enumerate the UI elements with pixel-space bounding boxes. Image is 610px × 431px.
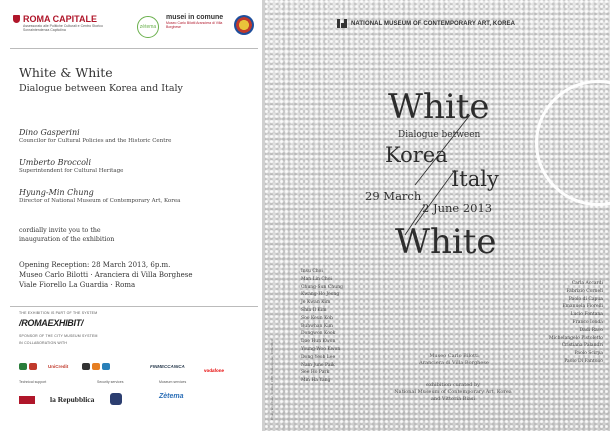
event-details: Opening Reception: 28 March 2013, 6p.m. Museo Carlo Bilotti · Aranciera di Villa Borghese Viale Fiorello La Guardia · Roma: [19, 261, 193, 289]
artist-name: Cristiana Palandri: [561, 343, 603, 349]
page-subtitle: Dialogue between Korea and Italy: [19, 83, 183, 94]
artist-name: Shin Il Kim: [301, 307, 327, 313]
white-top-title: White: [388, 87, 490, 127]
artist-name: Paolo di Capua: [568, 296, 603, 302]
artwork-credit: Chung Won Kwon, Untitled, 1980, Korean paper, 100x240cm: [270, 338, 274, 420]
roma-capitale-logo: ROMA CAPITALE Assessorato alle Politiche Culturali e Centro Storico Sovraintendenza Capitolina: [14, 14, 129, 32]
artist-name: Min Ha Yang: [301, 378, 331, 384]
artist-name: Emanuela Fiorelli: [562, 304, 603, 310]
person-1: Dino Gasperini Councilor for Cultural Policies and the Historic Centre: [19, 128, 172, 144]
museum-services-label: Museum services: [159, 380, 187, 384]
sponsor-unicredit: UniCredit: [48, 363, 69, 369]
sponsor-label: SPONSOR OF THE CITY MUSEUM SYSTEM: [19, 334, 98, 338]
museum-header: NATIONAL MUSEUM OF CONTEMPORARY ART, KOREA: [337, 19, 515, 28]
dialogue-text: Dialogue between: [398, 130, 481, 140]
artists-korea-list: [301, 268, 343, 385]
artist-name: Young-Woo Kwon: [301, 346, 341, 352]
system-label: THE EXHIBITION IS PART OF THE SYSTEM: [19, 311, 98, 315]
artist-name: Nam June Paik: [301, 362, 335, 368]
divider: [10, 306, 258, 307]
artist-name: Chung-Sun Chung: [301, 284, 343, 290]
person-2: Umberto Broccoli Superintendent for Cultural Heritage: [19, 158, 124, 174]
artist-name: See Ho Park: [301, 370, 330, 376]
venue-text: Museo Carlo Bilotti Aranciera di Villa Borghese: [419, 353, 489, 366]
artist-name: Man Lin Choi: [301, 276, 332, 282]
white-bottom-title: White: [395, 222, 497, 262]
divider: [10, 48, 258, 49]
invite-text: cordially invite you to the inauguration of the exhibition: [19, 227, 115, 243]
sponsor-logos-misc-2: [82, 361, 112, 371]
artist-name: Carla Accardi: [571, 281, 603, 286]
artist-name: Fabrizio Corneli: [566, 288, 603, 294]
zetema-badge-logo: zètema: [137, 16, 159, 38]
artist-name: Michelangelo Pistoletto: [549, 335, 603, 341]
sponsor-logos-misc: [19, 361, 39, 371]
roma-shield-icon: [13, 15, 20, 23]
artist-name: Jo Kwan Kim: [301, 300, 331, 306]
artist-name: Dadi Ravo: [579, 327, 603, 333]
technical-label: Technical support: [19, 380, 47, 384]
artist-name: Soo Keun Koh: [301, 315, 333, 321]
artist-name: Paolo Di Fantolio: [564, 358, 603, 364]
artists-italy-list: [537, 280, 603, 366]
artist-name: Buhwhan Kim: [301, 323, 333, 329]
artist-name: Kwang-Ho Jeong: [301, 292, 340, 298]
collab-label: IN COLLABORATION WITH: [19, 341, 68, 345]
right-panel: [265, 0, 610, 431]
sponsor-logo-icon: [102, 363, 110, 370]
artist-name: Dongwon Kook: [301, 331, 336, 337]
artist-name: Franco Ionda: [572, 319, 603, 325]
artist-name: Dong Yeob Lee: [301, 354, 336, 360]
musei-in-comune-logo: musei in comune Museo Carlo Bilotti Aranciera di Villa Borghese: [166, 14, 224, 29]
korea-text: Korea: [385, 143, 448, 167]
romaexhibit-logo: /ROMAEXHIBIT/: [19, 318, 84, 328]
artist-name: Paolo Scirpa: [574, 351, 603, 357]
artist-name: Insu Choi: [301, 269, 323, 274]
technical-logo-icon: [19, 396, 35, 404]
date-end: 2 June 2013: [422, 201, 493, 215]
page-title: White & White: [19, 65, 113, 80]
sponsor-finmeccanica: FINMECCANICA: [150, 363, 185, 369]
sponsor-logo-icon: [82, 363, 90, 370]
security-label: Security services: [97, 380, 124, 384]
italy-text: Italy: [451, 167, 499, 191]
korea-seal-icon: [234, 15, 254, 35]
sponsor-logo-icon: [29, 363, 37, 370]
sponsor-logo-icon: [19, 363, 27, 370]
logo-row: [14, 14, 254, 42]
sponsor-logo-icon: [92, 363, 100, 370]
person-3: Hyung-Min Chung Director of National Museum of Contemporary Art, Korea: [19, 188, 181, 204]
zetema-logo: Zètema: [159, 393, 184, 400]
la-repubblica-logo: la Repubblica: [50, 395, 95, 404]
artist-name: Dae Hun Kwon: [301, 339, 336, 345]
artist-name: Lucio Fontana: [570, 312, 603, 318]
left-panel: [0, 0, 262, 431]
curated-text: exhibition curated by National Museum of Contemporary Art, Korea and Vittoria Biasi: [394, 382, 512, 402]
sponsor-vodafone: vodafone: [204, 367, 225, 373]
security-logo-icon: [110, 393, 122, 405]
date-start: 29 March: [365, 189, 422, 203]
